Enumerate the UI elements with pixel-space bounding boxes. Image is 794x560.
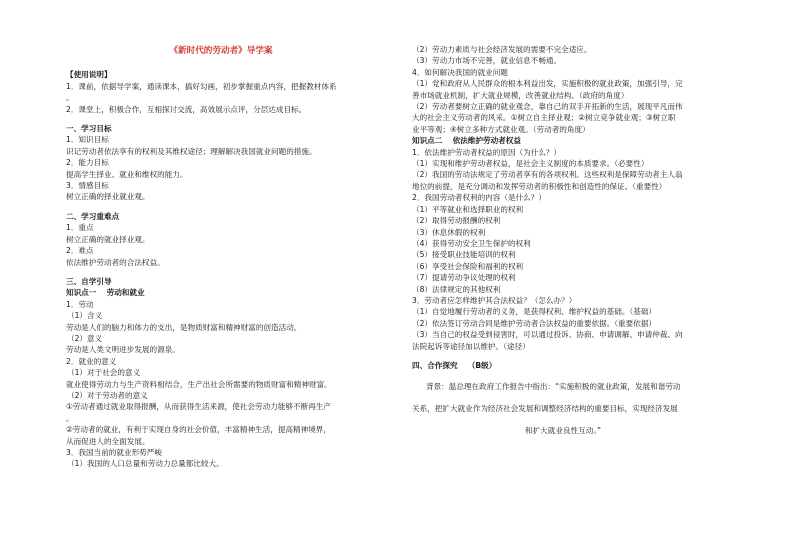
difficult-point-label: 2．难点	[66, 246, 94, 256]
section-heading-self-study: 三、自学引导	[66, 276, 112, 286]
labor-significance-text: 劳动是人类文明进步发展的源泉。	[66, 345, 180, 355]
rights-reason-label: 1．依法维护劳动者权益的原因（为什么？）	[412, 147, 562, 157]
background-text-a: 背景：温总理在政府工作报告中指出：“实施积极的就业政策，发展和谐劳动	[426, 382, 681, 392]
labor-meaning-label: （1）含义	[67, 311, 103, 321]
goal-knowledge-label: 1．知识目标	[66, 135, 109, 145]
list-item: （2）取得劳动报酬的权利	[412, 216, 501, 226]
difficult-point-text: 依法维护劳动者的合法权益。	[66, 257, 165, 267]
goal-knowledge-text: 识记劳动者依法享有的权利及其维权途径；理解解决我国就业问题的措施。	[66, 146, 317, 156]
goal-ability-label: 2．能力目标	[66, 158, 109, 168]
section-heading-goals: 一、学习目标	[66, 124, 112, 134]
employment-society-text: 就业使得劳动力与生产资料相结合，生产出社会所需要的物质财富和精神财富。	[66, 379, 332, 389]
rights-content-label: 2．我国劳动者权利的内容（是什么？）	[412, 193, 546, 203]
employment-society-label: （1）对于社会的意义	[67, 368, 141, 378]
knowledge-point-1-heading: 知识点一 劳动和就业	[66, 288, 145, 298]
labor-significance-label: （2）意义	[67, 333, 103, 343]
list-item: （7）提请劳动争议处理的权利	[412, 273, 516, 283]
key-point-label: 1．重点	[66, 223, 94, 233]
solve-employment-worker-b: 大的社会主义劳动者的风采。①树立自主择业观；②树立竞争就业观；③树立职	[412, 113, 676, 123]
list-item: （3）休息休假的权利	[412, 227, 486, 237]
list-item: （1）平等就业和选择职业的权利	[412, 204, 524, 214]
employment-situation-label: 3．我国当前的就业形势严峻	[66, 448, 162, 457]
right-column	[412, 0, 742, 442]
section-heading-cooperation: 四、合作探究 （B级）	[412, 360, 497, 370]
knowledge-point-2-heading: 知识点二 依法维护劳动者权益	[412, 136, 521, 146]
usage-item-1-cont: 。	[66, 93, 74, 103]
solve-employment-worker-a: （2）劳动者要树立正确的就业观念，靠自己的双手开拓新的生活，展现平凡而伟	[412, 102, 683, 112]
list-item: （4）获得劳动安全卫生保护的权利	[412, 238, 531, 248]
solve-employment-worker-c: 业平等观；④树立多种方式就业观。（劳动者的角度）	[412, 124, 590, 134]
employment-situation-item-2: （2）劳动力素质与社会经济发展的需要不完全适应。	[412, 45, 592, 54]
solve-employment-label: 4．如何解决我国的就业问题	[412, 67, 508, 77]
left-column	[66, 0, 396, 470]
goal-ability-text: 提高学生择业、就业和维权的能力。	[66, 169, 188, 179]
solve-employment-gov-a: （1）党和政府从人民群众的根本利益出发，实施积极的就业政策，加强引导，完	[412, 79, 683, 89]
employment-situation-item-1: （1）我国的人口总量和劳动力总量都比较大。	[67, 459, 224, 469]
employment-worker-text-b: ②劳动者的就业，有利于实现自身的社会价值，丰富精神生活，提高精神境界，	[66, 425, 331, 435]
employment-worker-text-b-cont: 从而促进人的全面发展。	[66, 436, 150, 446]
key-point-text: 树立正确的就业择业观。	[66, 234, 150, 244]
employment-worker-text-a-cont: 。	[66, 413, 74, 423]
rights-reason-2a: （2）我国的劳动法规定了劳动者享有的各项权利。这些权利是保障劳动者主人翁	[412, 170, 683, 180]
protect-rights-1: （1）自觉地履行劳动者的义务，是获得权利、维护权益的基础。（基础）	[412, 307, 657, 317]
employment-worker-text-a: ①劳动者通过就业取得报酬，从而获得生活来源，使社会劳动力能够不断再生产	[66, 402, 331, 412]
background-text-c: 和扩大就业良性互动。”	[525, 426, 602, 436]
section-heading-key-points: 二、学习重难点	[66, 211, 120, 221]
background-text-b: 关系，把扩大就业作为经济社会发展和调整经济结构的重要目标，实现经济发展	[412, 404, 678, 414]
protect-rights-3b: 法院起诉等途径加以维护。（途径）	[412, 341, 530, 351]
usage-item-1: 1．课前，依据导学案，通读课本，搞好勾画，初步掌握重点内容，把握教材体系	[66, 81, 337, 91]
rights-reason-1: （1）实现和维护劳动者权益，是社会主义制度的本质要求。（必要性）	[412, 159, 649, 169]
labor-label: 1．劳动	[66, 299, 94, 309]
usage-heading: 【使用说明】	[66, 70, 112, 80]
rights-reason-2b: 地位的前提，是充分调动和发挥劳动者的积极性和创造性的保证。（重要性）	[412, 181, 667, 191]
goal-emotion-label: 3．情感目标	[66, 181, 109, 191]
goal-emotion-text: 树立正确的择业就业观。	[66, 192, 150, 202]
employment-situation-item-3: （3）劳动力市场不完善，就业信息不畅通。	[412, 56, 562, 66]
list-item: （6）享受社会保险和福利的权利	[412, 261, 524, 271]
rights-list	[412, 204, 742, 295]
list-item: （8）法律规定的其他权利	[412, 284, 501, 294]
employment-significance-label: 2．就业的意义	[66, 356, 117, 366]
page-title: 《新时代的劳动者》导学案	[169, 46, 273, 56]
list-item: （5）接受职业技能培训的权利	[412, 250, 516, 260]
usage-item-2: 2．课堂上，积极合作，互相探讨交流，高效展示点评，分层达成目标。	[66, 104, 307, 114]
solve-employment-gov-b: 善市场就业机制，扩大就业规模，改善就业结构。（政府的角度）	[412, 90, 629, 100]
protect-rights-3a: （3）当自己的权益受到侵害时，可以通过投诉、协商、申请调解、申请仲裁、向	[412, 330, 683, 340]
protect-rights-label: 3．劳动者应怎样维护其合法权益？（怎么办？）	[412, 295, 577, 305]
protect-rights-2: （2）依法签订劳动合同是维护劳动者合法权益的重要依据。（重要依据）	[412, 318, 657, 328]
labor-meaning-text: 劳动是人们的脑力和体力的支出，是物质财富和精神财富的创造活动。	[66, 322, 302, 332]
employment-worker-label: （2）对于劳动者的意义	[67, 390, 148, 400]
